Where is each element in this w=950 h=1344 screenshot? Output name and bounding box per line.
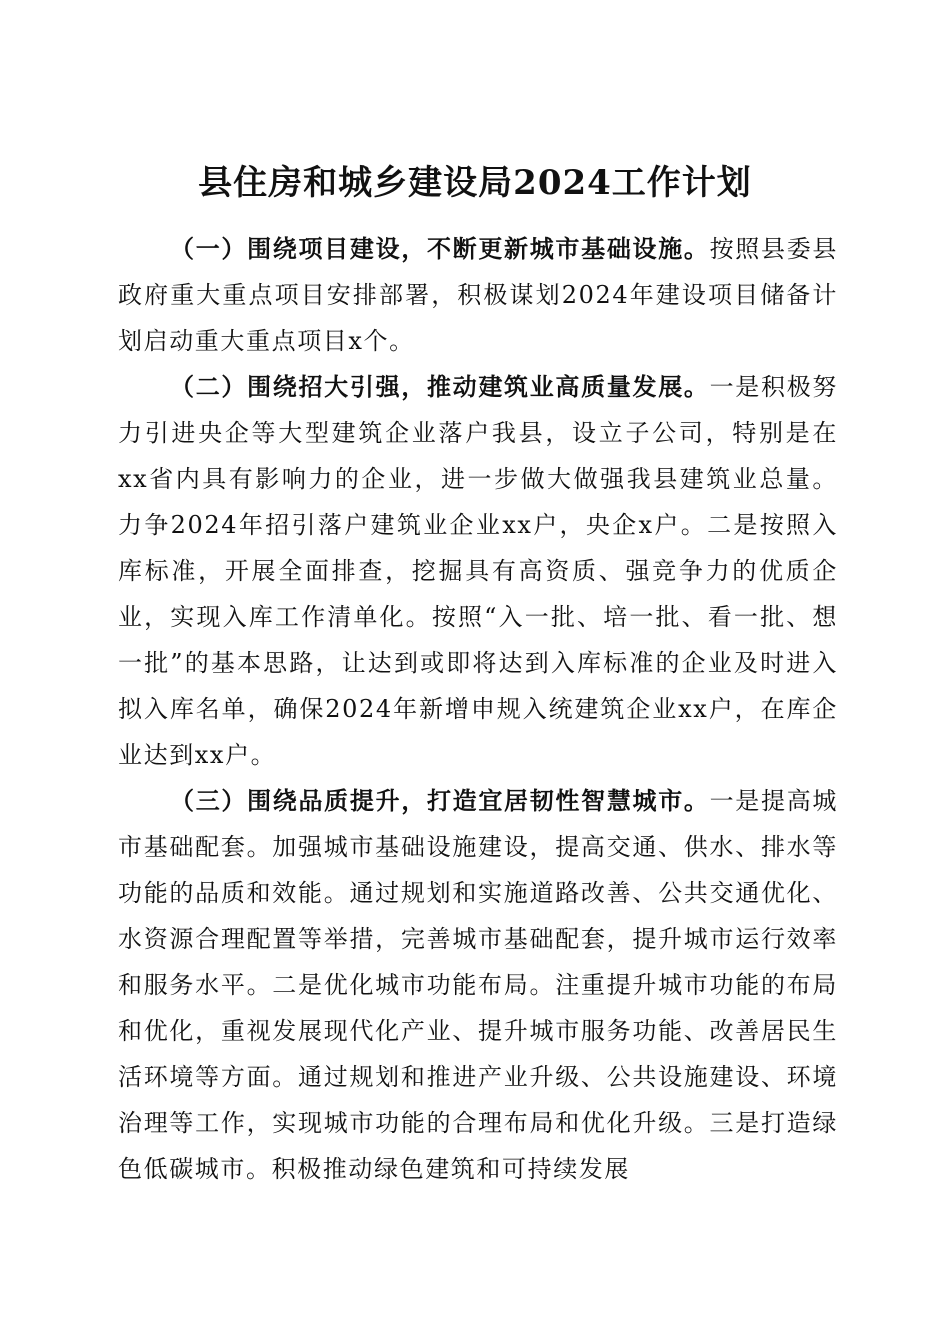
paragraph-1-heading: （一）围绕项目建设，不断更新城市基础设施。: [170, 234, 710, 263]
paragraph-1-text: 按照县委县政府重大重点项目安排部署，积极谋划2024年建设项目储备计划启动重大重点项目x个。: [118, 235, 838, 355]
paragraph-2-text: 一是积极努力引进央企等大型建筑企业落户我县，设立子公司，特别是在xx省内具有影响力的企业，进一步做大做强我县建筑业总量。力争2024年招引落户建筑业企业xx户，央企x户。二是按照入库标准，开展全面排查，挖掘具有高资质、强竞争力的优质企业，实现入库工作清单化。按照“入一批、培一批、看一批、想一批”的基本思路，让达到或即将达到入库标准的企业及时进入拟入库名单，确保2024年新增申规入统建筑企业xx户，在库企业达到xx户。: [118, 373, 838, 769]
paragraph-2-heading: （二）围绕招大引强，推动建筑业高质量发展。: [170, 372, 710, 401]
document-title: 县住房和城乡建设局2024工作计划: [198, 162, 752, 203]
paragraph-3-heading: （三）围绕品质提升，打造宜居韧性智慧城市。: [170, 786, 710, 815]
document-body: [118, 226, 838, 1192]
paragraph-2: [118, 364, 838, 778]
paragraph-3: [118, 778, 838, 1192]
paragraph-1: [118, 226, 838, 364]
paragraph-3-text: 一是提高城市基础配套。加强城市基础设施建设，提高交通、供水、排水等功能的品质和效能。通过规划和实施道路改善、公共交通优化、水资源合理配置等举措，完善城市基础配套，提升城市运行效率和服务水平。二是优化城市功能布局。注重提升城市功能的布局和优化，重视发展现代化产业、提升城市服务功能、改善居民生活环境等方面。通过规划和推进产业升级、公共设施建设、环境治理等工作，实现城市功能的合理布局和优化升级。三是打造绿色低碳城市。积极推动绿色建筑和可持续发展: [118, 787, 838, 1183]
